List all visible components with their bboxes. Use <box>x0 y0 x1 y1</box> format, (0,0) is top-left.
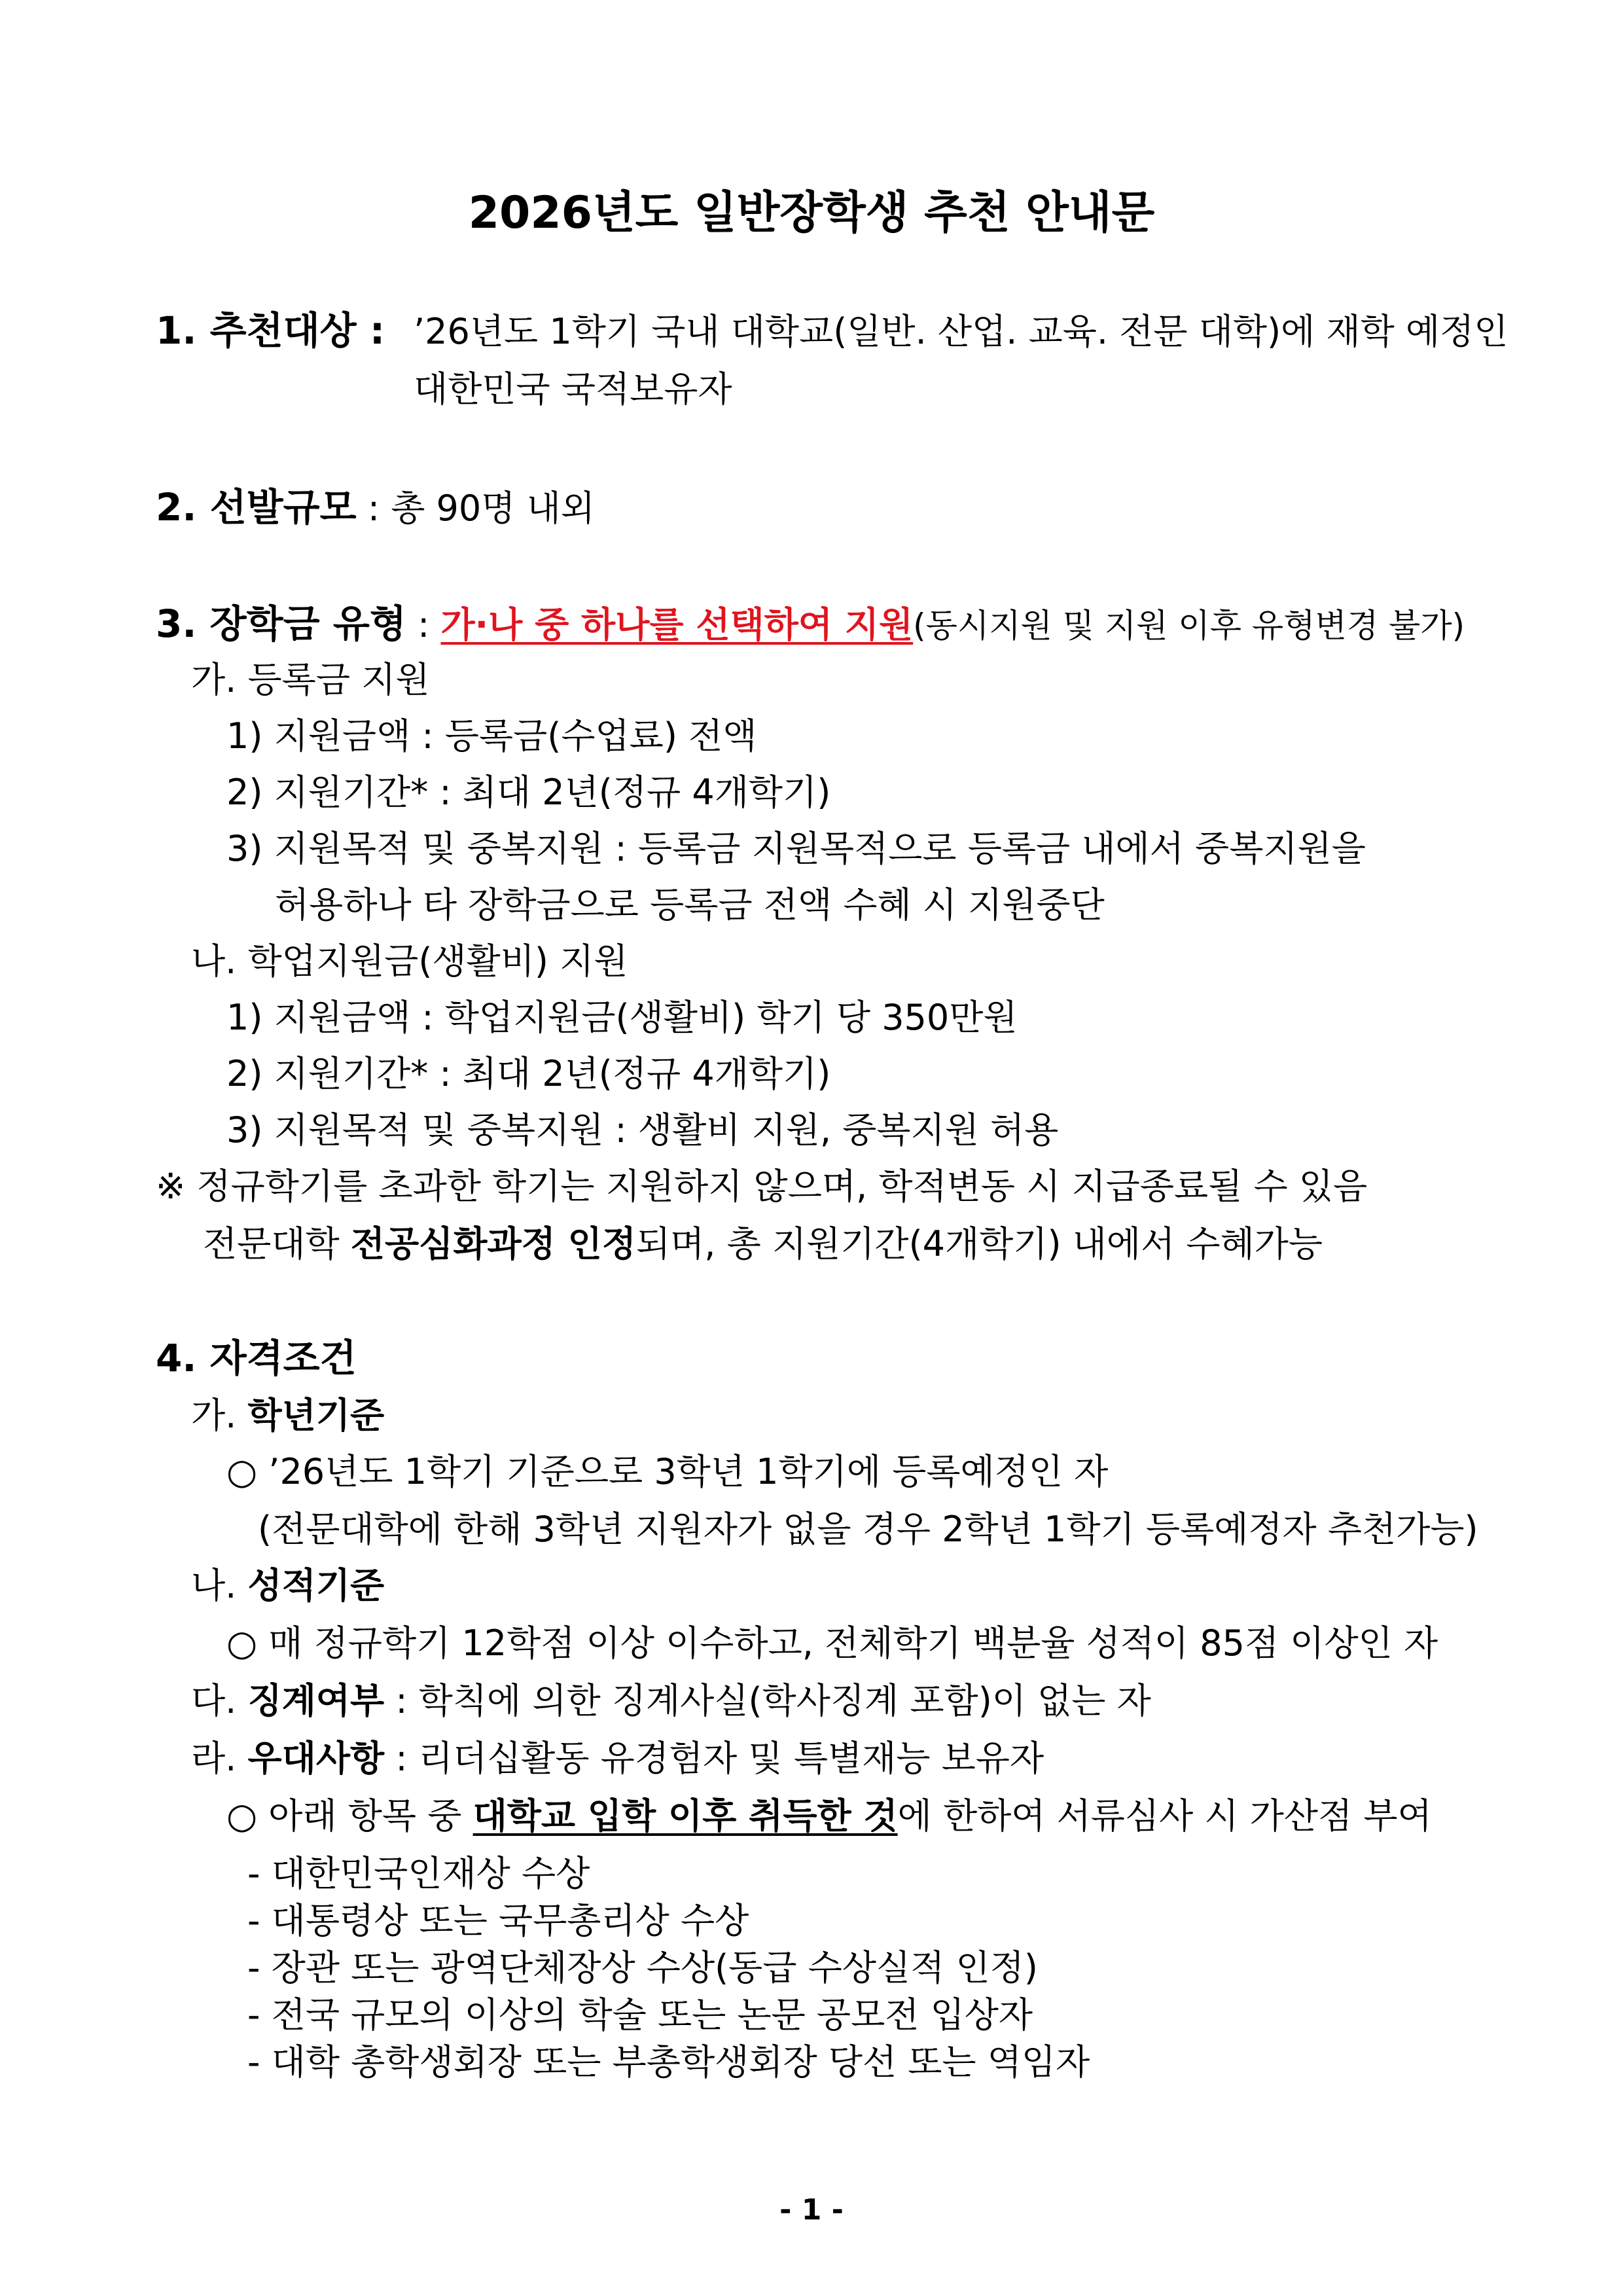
footnote-2-bold: 전공심화과정 인정 <box>350 1223 636 1265</box>
section-4a-subnote: (전문대학에 한해 3학년 지원자가 없을 경우 2학년 1학기 등록예정자 추천가능) <box>258 1509 1478 1550</box>
section-3-sep: : <box>406 604 441 645</box>
section-3b-title: 나. 학업지원금(생활비) 지원 <box>191 941 628 982</box>
section-3-note: (동시지원 및 지원 이후 유형변경 불가) <box>913 607 1465 645</box>
section-3a-title: 가. 등록금 지원 <box>191 659 430 700</box>
section-4d <box>191 1738 1044 1779</box>
section-2-label: 2. 선발규모 <box>156 485 357 529</box>
list-item: - 장관 또는 광역단체장상 수상(동급 수상실적 인정) <box>247 1947 1038 1988</box>
list-item: - 대통령상 또는 국무총리상 수상 <box>247 1900 749 1941</box>
section-1-label: 1. 추천대상 : <box>156 308 385 353</box>
page-number: - 1 - <box>779 2193 844 2227</box>
section-4b-label: 성적기준 <box>247 1565 385 1606</box>
section-4b-title <box>191 1565 385 1606</box>
section-4a-label: 학년기준 <box>247 1395 385 1436</box>
section-1-text-line2: 대한민국 국적보유자 <box>414 368 732 410</box>
section-4a-item: ○ ’26년도 1학기 기준으로 3학년 1학기에 등록예정인 자 <box>226 1451 1109 1492</box>
footnote-2-post: 되며, 총 지원기간(4개학기) 내에서 수혜가능 <box>635 1223 1323 1265</box>
section-4c-prefix: 다. <box>191 1680 248 1721</box>
section-3b-item-2: 2) 지원기간* : 최대 2년(정규 4개학기) <box>226 1053 831 1094</box>
list-item: - 전국 규모의 이상의 학술 또는 논문 공모전 입상자 <box>247 1994 1033 2036</box>
section-4c-label: 징계여부 <box>247 1680 385 1721</box>
section-3 <box>156 601 1465 646</box>
section-4d-item-post: 에 한하여 서류심사 시 가산점 부여 <box>897 1795 1432 1837</box>
list-item: - 대한민국인재상 수상 <box>247 1853 590 1894</box>
section-3a-item-2: 2) 지원기간* : 최대 2년(정규 4개학기) <box>226 772 831 813</box>
section-3-highlight: 가·나 중 하나를 선택하여 지원 <box>440 604 914 645</box>
document-title: 2026년도 일반장학생 추천 안내문 <box>468 187 1155 239</box>
section-3-footnote-2 <box>203 1223 1323 1265</box>
section-4d-item-underlined: 대학교 입학 이후 취득한 것 <box>473 1795 898 1837</box>
section-3a-item-1: 1) 지원금액 : 등록금(수업료) 전액 <box>226 715 757 757</box>
section-3b-item-3: 3) 지원목적 및 중복지원 : 생활비 지원, 중복지원 허용 <box>226 1109 1059 1151</box>
section-4b-item: ○ 매 정규학기 12학점 이상 이수하고, 전체학기 백분율 성적이 85점 이상인 자 <box>226 1623 1438 1664</box>
section-4d-label: 우대사항 <box>247 1738 385 1779</box>
section-3a-item-3-cont: 허용하나 타 장학금으로 등록금 전액 수혜 시 지원중단 <box>275 884 1105 925</box>
section-3-label: 3. 장학금 유형 <box>156 601 406 646</box>
section-4a-prefix: 가. <box>191 1395 248 1436</box>
section-3a-item-3: 3) 지원목적 및 중복지원 : 등록금 지원목적으로 등록금 내에서 중복지원을 <box>226 828 1366 869</box>
section-4c-text: : 학칙에 의한 징계사실(학사징계 포함)이 없는 자 <box>384 1680 1151 1721</box>
section-4d-item <box>226 1795 1432 1837</box>
section-4c <box>191 1680 1151 1721</box>
section-1-text-line1: ’26년도 1학기 국내 대학교(일반. 산업. 교육. 전문 대학)에 재학 예정인 <box>414 311 1508 352</box>
section-2-text: : 총 90명 내외 <box>356 488 595 529</box>
section-2 <box>156 485 595 529</box>
section-3-footnote-1: ※ 정규학기를 초과한 학기는 지원하지 않으며, 학적변동 시 지급종료될 수 있음 <box>156 1166 1368 1207</box>
section-4d-item-pre: ○ 아래 항목 중 <box>226 1795 473 1837</box>
section-3b-item-1: 1) 지원금액 : 학업지원금(생활비) 학기 당 350만원 <box>226 997 1018 1038</box>
section-4d-prefix: 라. <box>191 1738 248 1779</box>
section-4-label: 4. 자격조건 <box>156 1336 357 1380</box>
list-item: - 대학 총학생회장 또는 부총학생회장 당선 또는 역임자 <box>247 2041 1090 2083</box>
section-4a-title <box>191 1395 385 1436</box>
section-4d-text: : 리더십활동 유경험자 및 특별재능 보유자 <box>384 1738 1044 1779</box>
section-4b-prefix: 나. <box>191 1565 248 1606</box>
footnote-2-pre: 전문대학 <box>203 1223 351 1265</box>
